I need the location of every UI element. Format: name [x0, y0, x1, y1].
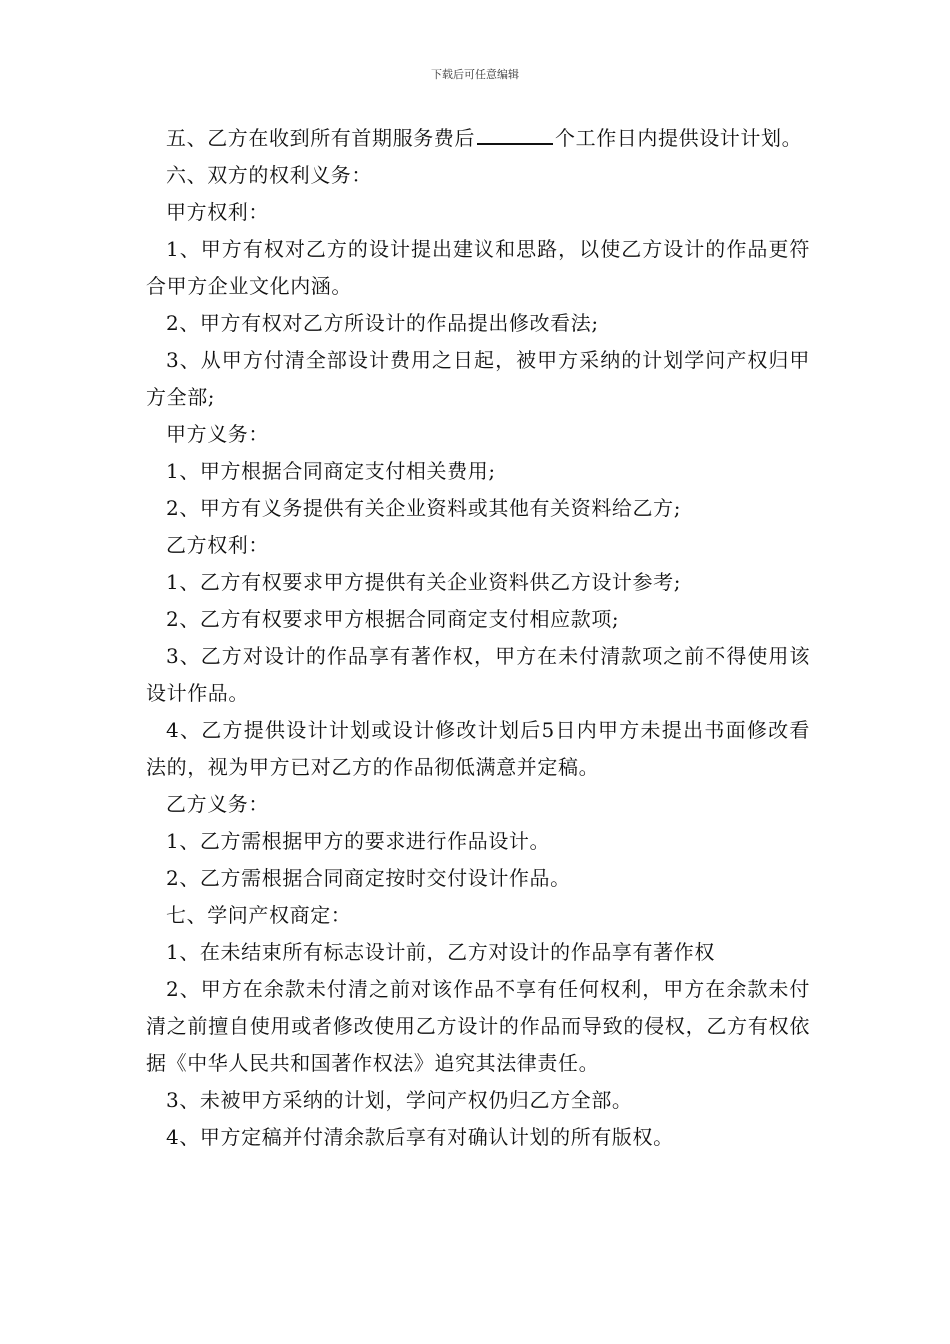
- page-header-note: 下载后可任意编辑: [431, 68, 519, 81]
- party-b-rights-item: 1、乙方有权要求甲方提供有关企业资料供乙方设计参考;: [166, 570, 682, 594]
- party-a-duties-heading: 甲方义务：: [166, 422, 269, 446]
- clause-seven-item: 3、未被甲方采纳的计划，学问产权仍归乙方全部。: [166, 1088, 633, 1112]
- party-b-duties-item: 2、乙方需根据合同商定按时交付设计作品。: [166, 866, 571, 890]
- clause-seven-heading: 七、学问产权商定：: [166, 903, 352, 927]
- clause-seven-item: 4、甲方定稿并付清余款后享有对确认计划的所有版权。: [166, 1125, 674, 1149]
- clause-five-text-after: 个工作日内提供设计计划。: [555, 126, 803, 150]
- party-b-duties-item: 1、乙方需根据甲方的要求进行作品设计。: [166, 829, 551, 853]
- party-b-rights-item: 2、乙方有权要求甲方根据合同商定支付相应款项;: [166, 607, 620, 631]
- fill-in-blank: [477, 119, 553, 145]
- clause-five-text-before: 五、乙方在收到所有首期服务费后: [166, 126, 475, 150]
- clause-six-heading: 六、双方的权利义务：: [166, 163, 372, 187]
- party-b-rights-item: 4、乙方提供设计计划或设计修改计划后5日内甲方未提出书面修改看法的，视为甲方已对乙方的作品彻低满意并定稿。: [146, 718, 810, 779]
- party-a-rights-heading: 甲方权利：: [166, 200, 269, 224]
- document-body: [146, 119, 810, 1156]
- party-b-duties-heading: 乙方义务：: [166, 792, 269, 816]
- clause-seven-item: 1、在未结束所有标志设计前，乙方对设计的作品享有著作权: [166, 940, 715, 964]
- party-b-rights-heading: 乙方权利：: [166, 533, 269, 557]
- clause-five: [146, 119, 810, 157]
- clause-seven-item: 2、甲方在余款未付清之前对该作品不享有任何权利，甲方在余款未付清之前擅自使用或者修改使用乙方设计的作品而导致的侵权，乙方有权依据《中华人民共和国著作权法》追究其法律责任。: [146, 977, 810, 1075]
- party-a-duties-item: 1、甲方根据合同商定支付相关费用;: [166, 459, 496, 483]
- party-a-rights-item: 1、甲方有权对乙方的设计提出建议和思路，以使乙方设计的作品更符合甲方企业文化内涵。: [146, 237, 810, 298]
- party-a-duties-item: 2、甲方有义务提供有关企业资料或其他有关资料给乙方;: [166, 496, 682, 520]
- party-a-rights-item: 2、甲方有权对乙方所设计的作品提出修改看法;: [166, 311, 599, 335]
- party-b-rights-item: 3、乙方对设计的作品享有著作权，甲方在未付清款项之前不得使用该设计作品。: [146, 644, 810, 705]
- party-a-rights-item: 3、从甲方付清全部设计费用之日起，被甲方采纳的计划学问产权归甲方全部;: [146, 348, 810, 409]
